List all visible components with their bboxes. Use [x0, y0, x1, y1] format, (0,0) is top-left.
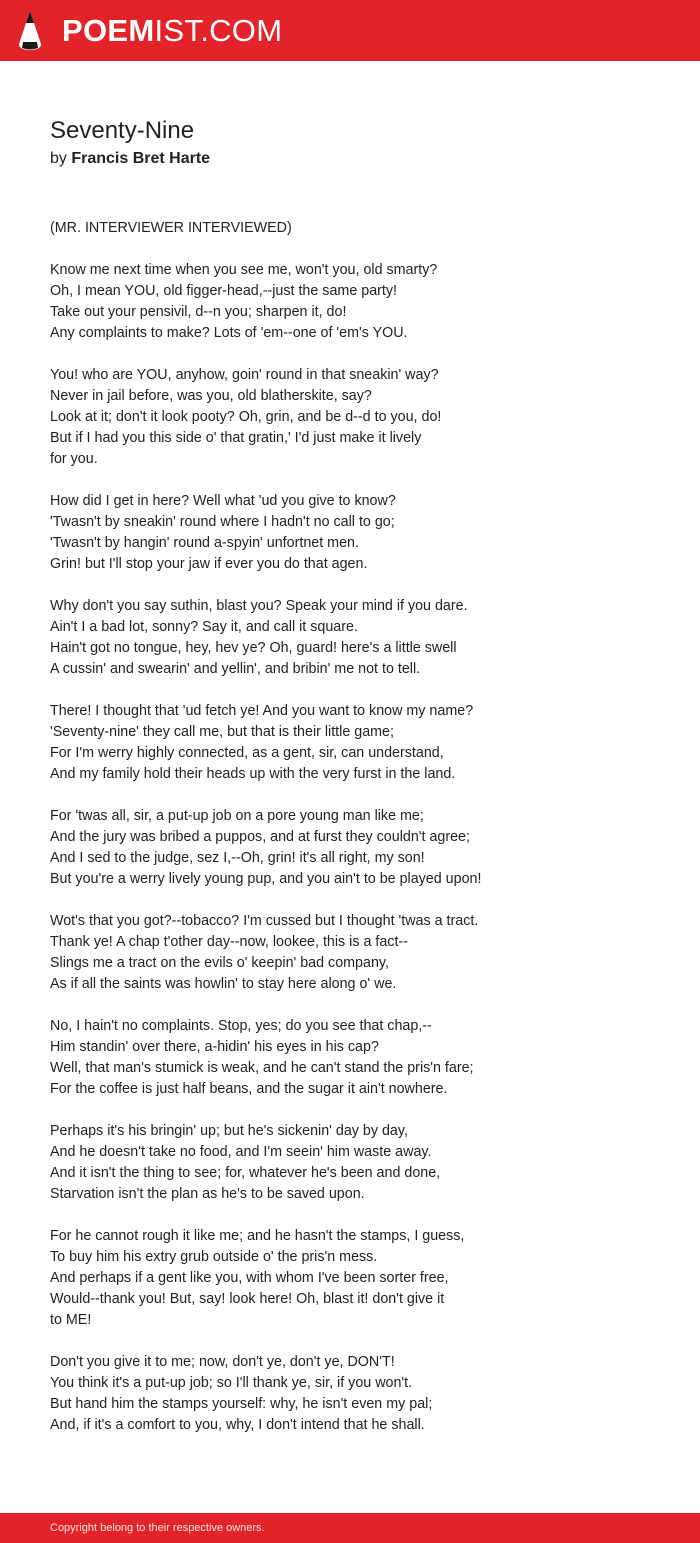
poem-line: And he doesn't take no food, and I'm seein' him waste away. [50, 1144, 432, 1160]
poem-line: And the jury was bribed a puppos, and at furst they couldn't agree; [50, 829, 470, 845]
poem-stanza [50, 911, 670, 995]
poem-line: And, if it's a comfort to you, why, I don't intend that he shall. [50, 1417, 425, 1433]
byline-prefix: by [50, 150, 67, 167]
poem-line: But you're a werry lively young pup, and you ain't to be played upon! [50, 871, 482, 887]
poem-byline [50, 148, 210, 170]
poem-line: Thank ye! A chap t'other day--now, lookee, this is a fact-- [50, 934, 408, 950]
poem-intro: (MR. INTERVIEWER INTERVIEWED) [50, 220, 292, 236]
poem-line: Why don't you say suthin, blast you? Speak your mind if you dare. [50, 598, 468, 614]
poem-stanza [50, 1121, 670, 1205]
poem-stanza [50, 1016, 670, 1100]
poem-line: Look at it; don't it look pooty? Oh, grin, and be d--d to you, do! [50, 409, 442, 425]
poem-line: Him standin' over there, a-hidin' his eyes in his cap? [50, 1039, 379, 1055]
poem-stanza [50, 1226, 670, 1331]
poem-stanza [50, 701, 670, 785]
poem-line: And I sed to the judge, sez I,--Oh, grin! it's all right, my son! [50, 850, 425, 866]
poem-line: But if I had you this side o' that gratin,' I'd just make it lively [50, 430, 422, 446]
logo-light-text: IST.COM [154, 13, 283, 48]
poem-line: Hain't got no tongue, hey, hev ye? Oh, guard! here's a little swell [50, 640, 457, 656]
poem-line: For I'm werry highly connected, as a gent, sir, can understand, [50, 745, 444, 761]
poem-stanza [50, 596, 670, 680]
poem-line: Perhaps it's his bringin' up; but he's sickenin' day by day, [50, 1123, 408, 1139]
poem-line: How did I get in here? Well what 'ud you give to know? [50, 493, 396, 509]
logo-bold-text: POEM [62, 13, 155, 48]
poem-line: A cussin' and swearin' and yellin', and bribin' me not to tell. [50, 661, 421, 677]
poem-line: For he cannot rough it like me; and he hasn't the stamps, I guess, [50, 1228, 465, 1244]
poem-line: But hand him the stamps yourself: why, he isn't even my pal; [50, 1396, 433, 1412]
poem-stanza [50, 1352, 670, 1436]
site-logo[interactable] [62, 10, 282, 52]
poem-line: Grin! but I'll stop your jaw if ever you do that agen. [50, 556, 368, 572]
poem-line: You! who are YOU, anyhow, goin' round in that sneakin' way? [50, 367, 439, 383]
poem-line: Starvation isn't the plan as he's to be saved upon. [50, 1186, 365, 1202]
poem-line: Would--thank you! But, say! look here! Oh, blast it! don't give it [50, 1291, 445, 1307]
poem-line: Know me next time when you see me, won't you, old smarty? [50, 262, 438, 278]
poem-line: Take out your pensivil, d--n you; sharpen it, do! [50, 304, 347, 320]
site-header [0, 0, 700, 61]
poem-line: Don't you give it to me; now, don't ye, don't ye, DON'T! [50, 1354, 395, 1370]
poem-line: Ain't I a bad lot, sonny? Say it, and call it square. [50, 619, 358, 635]
poem-stanza [50, 260, 670, 344]
poem-line: 'Seventy-nine' they call me, but that is their little game; [50, 724, 394, 740]
pencil-tip-icon[interactable] [17, 10, 43, 52]
poem-line: 'Twasn't by hangin' round a-spyin' unfortnet men. [50, 535, 359, 551]
poem-line: Any complaints to make? Lots of 'em--one of 'em's YOU. [50, 325, 408, 341]
poem-line: For the coffee is just half beans, and the sugar it ain't nowhere. [50, 1081, 448, 1097]
poem-stanza [50, 806, 670, 890]
poem-stanza [50, 491, 670, 575]
poem-line: To buy him his extry grub outside o' the pris'n mess. [50, 1249, 378, 1265]
poem-author: Francis Bret Harte [71, 150, 211, 167]
poem-line: You think it's a put-up job; so I'll thank ye, sir, if you won't. [50, 1375, 413, 1391]
poem-line: Slings me a tract on the evils o' keepin' bad company, [50, 955, 389, 971]
poem-stanza [50, 365, 670, 470]
poem-line: And my family hold their heads up with the very furst in the land. [50, 766, 456, 782]
poem-title: Seventy-Nine [50, 117, 195, 144]
poem-line: Never in jail before, was you, old blatherskite, say? [50, 388, 372, 404]
poem-line: For 'twas all, sir, a put-up job on a pore young man like me; [50, 808, 424, 824]
poem-line: 'Twasn't by sneakin' round where I hadn't no call to go; [50, 514, 395, 530]
poem-line: for you. [50, 451, 98, 467]
poem-line: And perhaps if a gent like you, with whom I've been sorter free, [50, 1270, 449, 1286]
poem-line: As if all the saints was howlin' to stay here along o' we. [50, 976, 397, 992]
poem-line: No, I hain't no complaints. Stop, yes; do you see that chap,-- [50, 1018, 432, 1034]
site-footer [0, 1513, 700, 1543]
poem-line: to ME! [50, 1312, 92, 1328]
copyright-text: Copyright belong to their respective owners. [50, 1522, 265, 1534]
poem-line: There! I thought that 'ud fetch ye! And you want to know my name? [50, 703, 474, 719]
poem-line: Oh, I mean YOU, old figger-head,--just the same party! [50, 283, 397, 299]
poem-body [50, 218, 670, 1457]
poem-line: Well, that man's stumick is weak, and he can't stand the pris'n fare; [50, 1060, 474, 1076]
poem-line: And it isn't the thing to see; for, whatever he's been and done, [50, 1165, 441, 1181]
poem-line: Wot's that you got?--tobacco? I'm cussed but I thought 'twas a tract. [50, 913, 479, 929]
